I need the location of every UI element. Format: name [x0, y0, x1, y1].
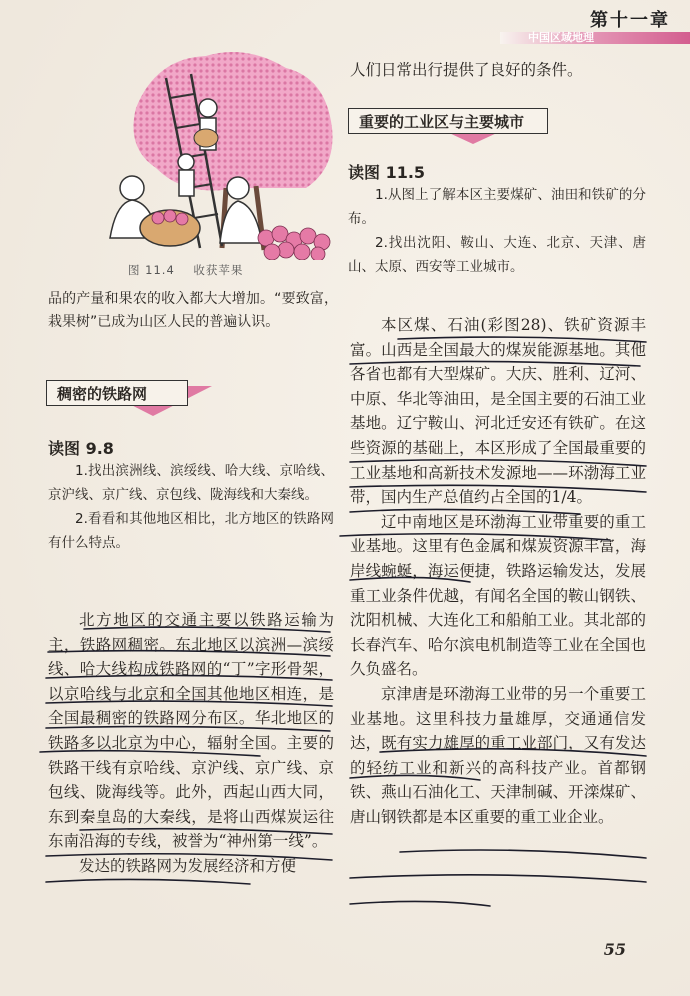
right-paragraph-3: 京津唐是环渤海工业带的另一个重要工业基地。这里科技力量雄厚，交通通信发达，既有实力雄厚的重工业部门，又有发达的轻纺工业和新兴的高科技产业。首都钢铁、燕山石油化工、天津制碱、开滦煤矿、唐山钢铁都是本区重要的重工业企业。 — [350, 684, 646, 826]
left-intro-paragraph: 品的产量和果农的收入都大大增加。“要致富，栽果树”已成为山区人民的普遍认识。 — [48, 291, 338, 330]
chapter-title: 第十一章 — [590, 10, 670, 31]
left-question-1: 1.找出滨洲线、滨绥线、哈大线、京哈线、京沪线、京广线、京包线、陇海线和大秦线。 — [48, 463, 334, 503]
left-body-text — [48, 608, 334, 879]
right-section-banner — [348, 108, 578, 138]
left-paragraph-1: 北方地区的交通主要以铁路运输为主，铁路网稠密。东北地区以滨洲—滨绥线、哈大线构成铁路网的“丁”字形骨架，以京哈线与北京和全国其他地区相连，是全国最稠密的铁路网分布区。华北地区的铁路多以北京为中心，辐射全国。主要的铁路干线有京哈线、京沪线、京广线、京包线、陇海线等。此外，西起山西大同，东到秦皇岛的大秦线，是将山西煤炭运往东南沿海的专线，被誉为“神州第一线”。 — [48, 611, 334, 851]
right-carry-text — [350, 58, 646, 83]
left-questions — [48, 459, 334, 555]
left-read-title: 读图 9.8 — [48, 439, 114, 458]
right-read-title: 读图 11.5 — [348, 163, 426, 182]
chapter-header — [490, 6, 690, 48]
figure-caption: 图 11.4 收获苹果 — [128, 263, 244, 277]
right-question-2: 2.找出沈阳、鞍山、大连、北京、天津、唐山、太原、西安等工业城市。 — [348, 235, 646, 275]
section-title: 中国区域地理 — [528, 31, 594, 44]
left-paragraph-2: 发达的铁路网为发展经济和方便 — [79, 856, 297, 875]
left-intro-text — [48, 288, 338, 334]
left-banner-label: 稠密的铁路网 — [46, 380, 188, 406]
right-carry-paragraph: 人们日常出行提供了良好的条件。 — [350, 61, 583, 79]
right-body-text — [350, 313, 646, 829]
apple-harvest-illustration — [96, 38, 344, 260]
right-paragraph-2: 辽中南地区是环渤海工业带重要的重工业基地。这里有色金属和煤炭资源丰富，海岸线蜿蜒，海运便捷，铁路运输发达，发展重工业条件优越，有闻名全国的鞍山钢铁、沈阳机械、大连化工和船舶工业。其北部的长春汽车、哈尔滨电机制造等工业在全国也久负盛名。 — [350, 512, 646, 679]
right-paragraph-1: 本区煤、石油(彩图28)、铁矿资源丰富。山西是全国最大的煤炭能源基地。其他各省也都有大型煤矿。大庆、胜利、辽河、中原、华北等油田，是全国主要的石油工业基地。辽宁鞍山、河北迁安还有铁矿。在这些资源的基础上，本区形成了全国最重要的工业基地和高新技术发源地——环渤海工业带，国内生产总值约占全国的1/4。 — [350, 316, 646, 507]
right-questions — [348, 183, 646, 279]
left-section-banner — [46, 380, 236, 410]
page-number: 55 — [603, 940, 626, 959]
left-question-2: 2.看看和其他地区相比，北方地区的铁路网有什么特点。 — [48, 511, 334, 551]
right-banner-label: 重要的工业区与主要城市 — [348, 108, 548, 134]
right-question-1: 1.从图上了解本区主要煤矿、油田和铁矿的分布。 — [348, 187, 646, 227]
